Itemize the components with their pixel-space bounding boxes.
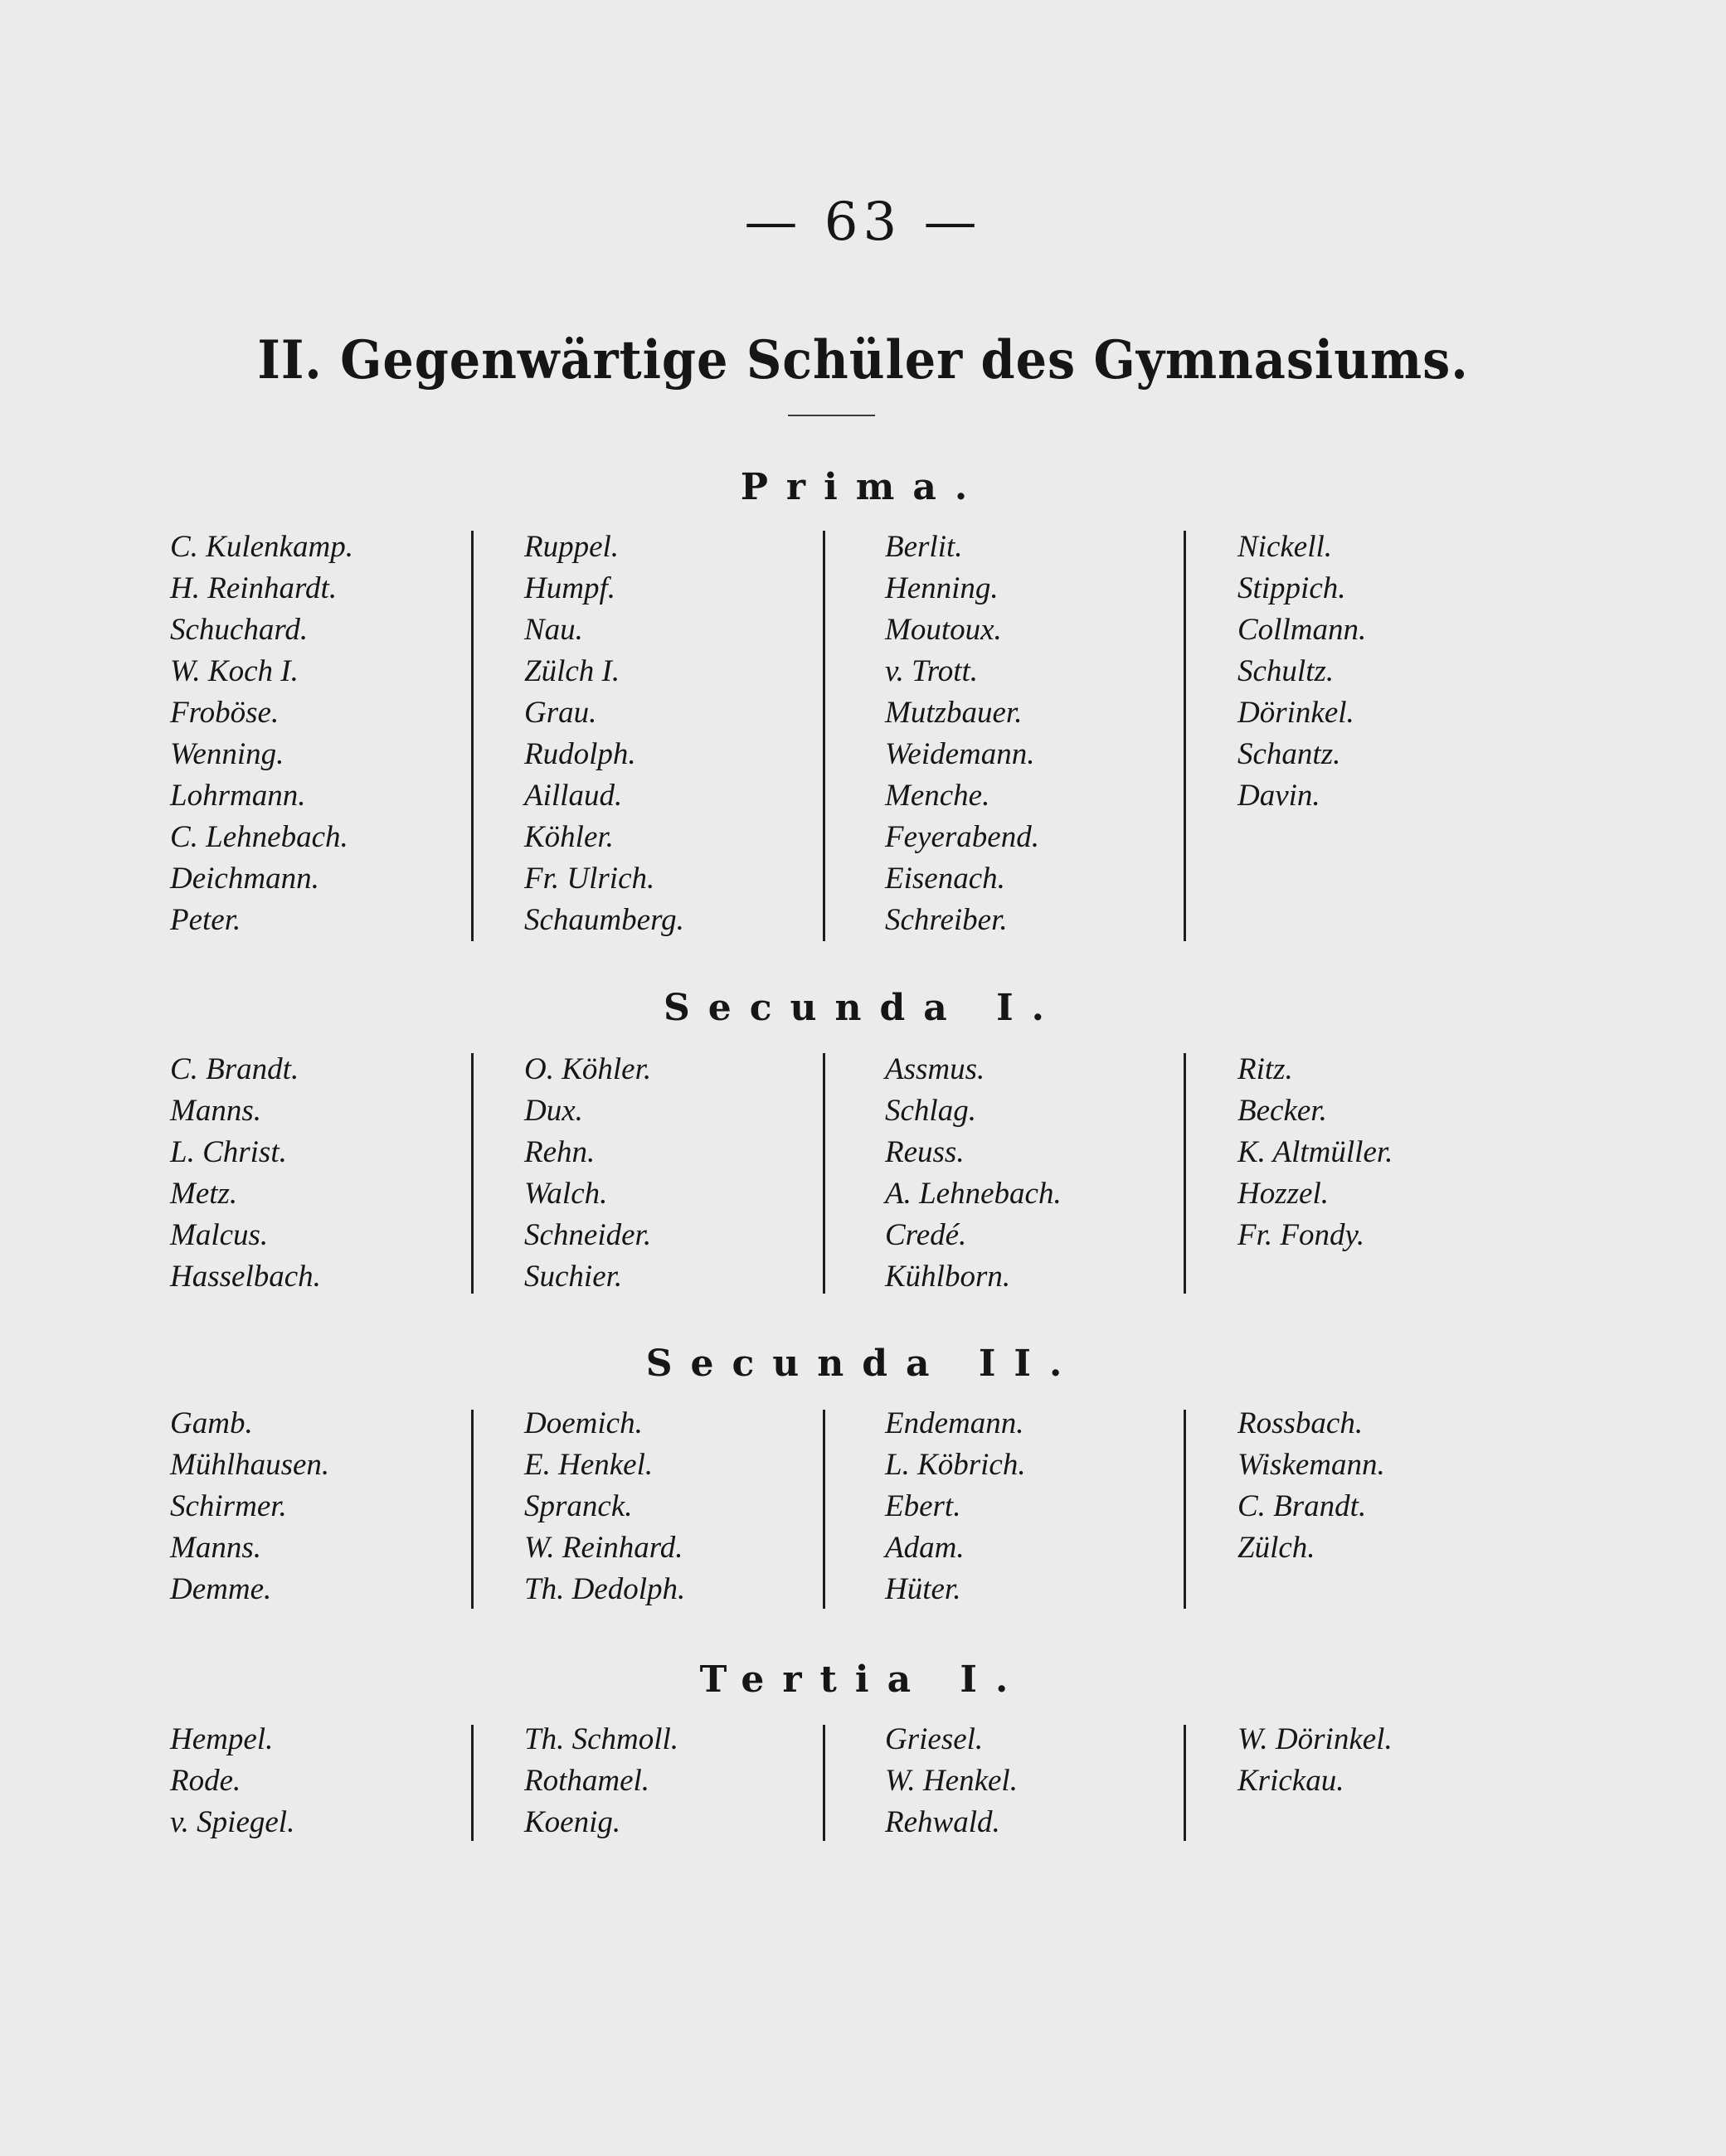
student-name: Collmann.	[1237, 613, 1367, 647]
secunda-2-column-4	[1237, 1403, 1385, 1569]
student-name: Ruppel.	[524, 530, 620, 564]
student-name: Wiskemann.	[1237, 1448, 1385, 1482]
student-name: Nickell.	[1237, 530, 1333, 564]
student-name: Schlag.	[885, 1094, 976, 1128]
column-divider	[471, 1725, 474, 1841]
student-name: Hempel.	[170, 1722, 274, 1756]
student-name: W. Dörinkel.	[1237, 1722, 1393, 1756]
student-name: Schultz.	[1237, 654, 1335, 688]
prima-column-3	[885, 527, 1039, 941]
student-name: H. Reinhardt.	[170, 571, 338, 605]
student-name: Menche.	[885, 779, 990, 813]
student-name: Deichmann.	[170, 862, 319, 896]
student-name: K. Altmüller.	[1237, 1135, 1393, 1169]
column-divider	[1184, 1725, 1186, 1841]
section-title-secunda-2: Secunda II.	[645, 1343, 1081, 1385]
student-name: Stippich.	[1237, 571, 1346, 605]
page-number: — 63 —	[744, 192, 982, 253]
column-divider	[1184, 1053, 1186, 1294]
heading-rule	[788, 415, 875, 416]
student-name: Kühlborn.	[885, 1260, 1011, 1294]
student-name: Koenig.	[524, 1805, 621, 1839]
student-name: Fr. Fondy.	[1237, 1218, 1365, 1252]
student-name: Hozzel.	[1237, 1177, 1329, 1211]
column-divider	[823, 1410, 825, 1609]
student-name: W. Reinhard.	[524, 1531, 683, 1565]
tertia-1-column-4	[1237, 1719, 1393, 1802]
student-name: O. Köhler.	[524, 1052, 652, 1086]
student-name: Credé.	[885, 1218, 967, 1252]
secunda-2-column-1	[170, 1403, 329, 1610]
prima-column-4	[1237, 527, 1366, 817]
section-title-tertia-1: Tertia I.	[699, 1658, 1027, 1701]
secunda-2-column-3	[885, 1403, 1026, 1610]
page-heading: II. Gegenwärtige Schüler des Gymnasiums.	[257, 329, 1469, 391]
student-name: Schneider.	[524, 1218, 652, 1252]
student-name: Manns.	[170, 1094, 261, 1128]
section-title-secunda-1: Secunda I.	[663, 987, 1063, 1029]
student-name: Wenning.	[170, 737, 284, 771]
student-name: Spranck.	[524, 1489, 633, 1523]
student-name: Rossbach.	[1237, 1406, 1364, 1440]
student-name: Peter.	[170, 903, 241, 937]
student-name: Suchier.	[524, 1260, 623, 1294]
student-name: Schreiber.	[885, 903, 1008, 937]
student-name: Gamb.	[170, 1406, 253, 1440]
student-name: C. Brandt.	[1237, 1489, 1367, 1523]
student-name: Feyerabend.	[885, 820, 1039, 854]
student-name: Berlit.	[885, 530, 963, 564]
student-name: E. Henkel.	[524, 1448, 654, 1482]
student-name: Weidemann.	[885, 737, 1035, 771]
student-name: A. Lehnebach.	[885, 1177, 1062, 1211]
column-divider	[471, 531, 474, 941]
student-name: Henning.	[885, 571, 999, 605]
tertia-1-column-1	[170, 1719, 294, 1843]
student-name: Dörinkel.	[1237, 696, 1354, 730]
student-name: Aillaud.	[524, 779, 623, 813]
student-name: Humpf.	[524, 571, 615, 605]
student-name: Rehwald.	[885, 1805, 1000, 1839]
prima-column-2	[524, 527, 684, 941]
student-name: Demme.	[170, 1572, 272, 1606]
student-name: Th. Dedolph.	[524, 1572, 686, 1606]
column-divider	[471, 1410, 474, 1609]
student-name: Mühlhausen.	[170, 1448, 330, 1482]
column-divider	[1184, 531, 1186, 941]
tertia-1-column-2	[524, 1719, 678, 1843]
student-name: Doemich.	[524, 1406, 643, 1440]
secunda-1-column-2	[524, 1049, 651, 1298]
column-divider	[823, 1725, 825, 1841]
student-name: W. Henkel.	[885, 1764, 1018, 1798]
student-name: L. Köbrich.	[885, 1448, 1026, 1482]
student-name: v. Spiegel.	[170, 1805, 295, 1839]
student-name: Moutoux.	[885, 613, 1002, 647]
student-name: Ritz.	[1237, 1052, 1293, 1086]
column-divider	[471, 1053, 474, 1294]
student-name: Grau.	[524, 696, 597, 730]
column-divider	[1184, 1410, 1186, 1609]
secunda-1-column-4	[1237, 1049, 1393, 1256]
student-name: Malcus.	[170, 1218, 269, 1252]
student-name: Schirmer.	[170, 1489, 287, 1523]
student-name: Eisenach.	[885, 862, 1005, 896]
student-name: Adam.	[885, 1531, 965, 1565]
tertia-1-column-3	[885, 1719, 1018, 1843]
student-name: Ebert.	[885, 1489, 961, 1523]
student-name: Assmus.	[885, 1052, 985, 1086]
section-title-prima: Prima.	[740, 466, 986, 508]
column-divider	[823, 1053, 825, 1294]
secunda-1-column-1	[170, 1049, 321, 1298]
student-name: Th. Schmoll.	[524, 1722, 679, 1756]
student-name: Schuchard.	[170, 613, 309, 647]
student-name: Reuss.	[885, 1135, 965, 1169]
student-name: Schaumberg.	[524, 903, 684, 937]
student-name: Mutzbauer.	[885, 696, 1023, 730]
student-name: Davin.	[1237, 779, 1320, 813]
student-name: Lohrmann.	[170, 779, 306, 813]
student-name: Rothamel.	[524, 1764, 650, 1798]
student-name: Becker.	[1237, 1094, 1327, 1128]
student-name: Krickau.	[1237, 1764, 1344, 1798]
student-name: Köhler.	[524, 820, 614, 854]
column-divider	[823, 531, 825, 941]
student-name: Metz.	[170, 1177, 238, 1211]
student-name: Fr. Ulrich.	[524, 862, 655, 896]
student-name: Griesel.	[885, 1722, 984, 1756]
student-name: Walch.	[524, 1177, 608, 1211]
student-name: Rehn.	[524, 1135, 596, 1169]
student-name: v. Trott.	[885, 654, 979, 688]
student-name: Rudolph.	[524, 737, 636, 771]
student-name: Hasselbach.	[170, 1260, 321, 1294]
student-name: Hüter.	[885, 1572, 961, 1606]
secunda-2-column-2	[524, 1403, 685, 1610]
prima-column-1	[170, 527, 353, 941]
student-name: L. Christ.	[170, 1135, 287, 1169]
student-name: Schantz.	[1237, 737, 1341, 771]
student-name: Zülch.	[1237, 1531, 1315, 1565]
student-name: C. Lehnebach.	[170, 820, 348, 854]
student-name: Rode.	[170, 1764, 241, 1798]
student-name: Nau.	[524, 613, 583, 647]
student-name: Zülch I.	[524, 654, 620, 688]
student-name: C. Kulenkamp.	[170, 530, 353, 564]
student-name: Froböse.	[170, 696, 280, 730]
student-name: Manns.	[170, 1531, 261, 1565]
secunda-1-column-3	[885, 1049, 1062, 1298]
student-name: Dux.	[524, 1094, 583, 1128]
student-name: W. Koch I.	[170, 654, 299, 688]
student-name: C. Brandt.	[170, 1052, 299, 1086]
student-name: Endemann.	[885, 1406, 1024, 1440]
